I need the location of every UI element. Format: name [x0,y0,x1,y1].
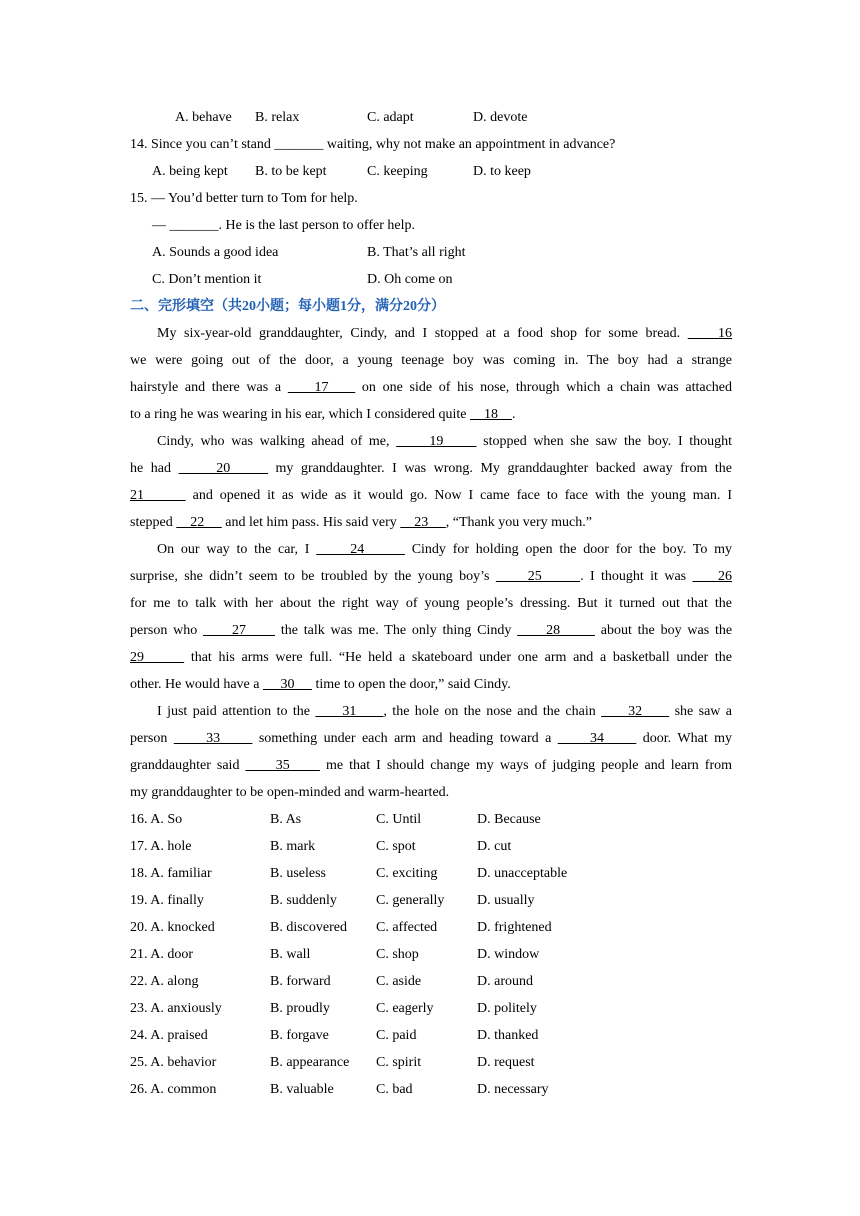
answer-option: C. spirit [376,1055,422,1070]
q13-option-b: B. relax [255,110,300,125]
passage-p4-line3: granddaughter said 35 me that I should change my ways of judging people and learn from [130,758,732,773]
answer-option: 20. A. knocked [130,920,215,935]
q13-option-a: A. behave [175,110,232,125]
q13-option-d: D. devote [473,110,528,125]
q14-option-a: A. being kept [152,164,228,179]
q14-stem: 14. Since you can’t stand _______ waiting, why not make an appointment in advance? [130,137,616,152]
answer-option: C. exciting [376,866,438,881]
q15-option-a: A. Sounds a good idea [152,245,279,260]
answer-option: D. frightened [477,920,552,935]
blank-25: 25 [495,569,581,584]
q15-stem: 15. — You’d better turn to Tom for help. [130,191,358,206]
answer-option: B. proudly [270,1001,330,1016]
section-heading: 二、完形填空（共20小题；每小题1分，满分20分） [130,299,445,314]
answer-option: C. spot [376,839,416,854]
answer-option: D. unacceptable [477,866,568,881]
q15-option-c: C. Don’t mention it [152,272,262,287]
passage-p1-line1: My six-year-old granddaughter, Cindy, and I stopped at a food shop for some bread. 16 [157,326,733,341]
q14-option-d: D. to keep [473,164,531,179]
passage-p3-line1: On our way to the car, I 24 Cindy for holding open the door for the boy. To my [157,542,733,557]
answer-option: C. aside [376,974,422,989]
answer-option: C. generally [376,893,445,908]
answer-option: B. appearance [270,1055,350,1070]
answer-option: 22. A. along [130,974,199,989]
answer-option: B. forgave [270,1028,329,1043]
answer-option: D. window [477,947,540,962]
answer-option: D. necessary [477,1082,549,1097]
answer-option: 24. A. praised [130,1028,208,1043]
blank-20: 20 [178,461,268,476]
answer-option: D. Because [477,812,541,827]
answer-option: 16. A. So [130,812,183,827]
passage-p4-line1: I just paid attention to the 31 , the hole on the nose and the chain 32 she saw a [157,704,733,719]
blank-19: 19 [396,434,477,449]
answer-option: B. useless [270,866,326,881]
q15-option-d: D. Oh come on [367,272,453,287]
passage-p3-line2: surprise, she didn’t seem to be troubled by the young boy’s 25 . I thought it was 26 [130,569,733,584]
answer-option: C. Until [376,812,422,827]
answer-option: 17. A. hole [130,839,192,854]
q13-option-c: C. adapt [367,110,414,125]
blank-34: 34 [557,731,637,746]
answer-option: 26. A. common [130,1082,217,1097]
passage-p4-line4: my granddaughter to be open-minded and warm-hearted. [130,785,450,800]
answer-option: B. valuable [270,1082,334,1097]
blank-26: 26 [692,569,733,584]
blank-18: 18 [470,407,512,422]
blank-16: 16 [687,326,733,341]
answer-option: 19. A. finally [130,893,204,908]
blank-31: 31 [315,704,384,719]
answer-option: D. request [477,1055,535,1070]
answer-option: 18. A. familiar [130,866,212,881]
passage-p3-line4: person who 27 the talk was me. The only thing Cindy 28 about the boy was the [130,623,733,638]
passage-p3-line5: 29 that his arms were full. “He held a skateboard under one arm and a basketball under the [130,650,732,665]
answer-option: B. suddenly [270,893,337,908]
q14-option-b: B. to be kept [255,164,327,179]
answer-option: D. cut [477,839,512,854]
answer-option: B. discovered [270,920,347,935]
answer-option: B. As [270,812,302,827]
answer-option: 21. A. door [130,947,193,962]
blank-24: 24 [316,542,405,557]
blank-27: 27 [203,623,276,638]
answer-option: 25. A. behavior [130,1055,217,1070]
answer-option: 23. A. anxiously [130,1001,222,1016]
answer-option: B. wall [270,947,311,962]
passage-p1-line4: to a ring he was wearing in his ear, which I considered quite 18 . [130,407,516,422]
blank-30: 30 [262,677,312,692]
passage-p2-line3: 21 and opened it as wide as it would go. Now I came face to face with the young man. I [130,488,732,503]
q15-option-b: B. That’s all right [367,245,466,260]
answer-option: D. politely [477,1001,537,1016]
passage-p4-line2: person 33 something under each arm and heading toward a 34 door. What my [130,731,733,746]
q15-reply: — _______. He is the last person to offer help. [152,218,415,233]
blank-28: 28 [517,623,595,638]
answer-option: C. paid [376,1028,417,1043]
passage-p2-line2: he had 20 my granddaughter. I was wrong. My granddaughter backed away from the [130,461,732,476]
q14-option-c: C. keeping [367,164,428,179]
passage-p3-line6: other. He would have a 30 time to open the door,” said Cindy. [130,677,511,692]
answer-option: D. usually [477,893,535,908]
answer-option: D. thanked [477,1028,539,1043]
blank-29: 29 [130,650,185,665]
blank-32: 32 [601,704,670,719]
blank-21: 21 [130,488,186,503]
passage-p1-line3: hairstyle and there was a 17 on one side of his nose, through which a chain was attached [130,380,733,395]
blank-33: 33 [173,731,253,746]
passage-p1-line2: we were going out of the door, a young teenage boy was coming in. The boy had a strange [130,353,732,368]
blank-22: 22 [176,515,222,530]
passage-p3-line3: for me to talk with her about the right way of young people’s dressing. But it turned out that the [130,596,732,611]
answer-option: B. forward [270,974,331,989]
passage-p2-line4: stepped 22 and let him pass. His said very 23 , “Thank you very much.” [130,515,592,530]
answer-option: B. mark [270,839,316,854]
blank-35: 35 [245,758,320,773]
passage-p2-line1: Cindy, who was walking ahead of me, 19 stopped when she saw the boy. I thought [157,434,733,449]
answer-option: C. bad [376,1082,413,1097]
blank-23: 23 [400,515,446,530]
answer-option: C. affected [376,920,438,935]
answer-option: C. shop [376,947,419,962]
blank-17: 17 [287,380,356,395]
answer-option: C. eagerly [376,1001,434,1016]
answer-option: D. around [477,974,533,989]
